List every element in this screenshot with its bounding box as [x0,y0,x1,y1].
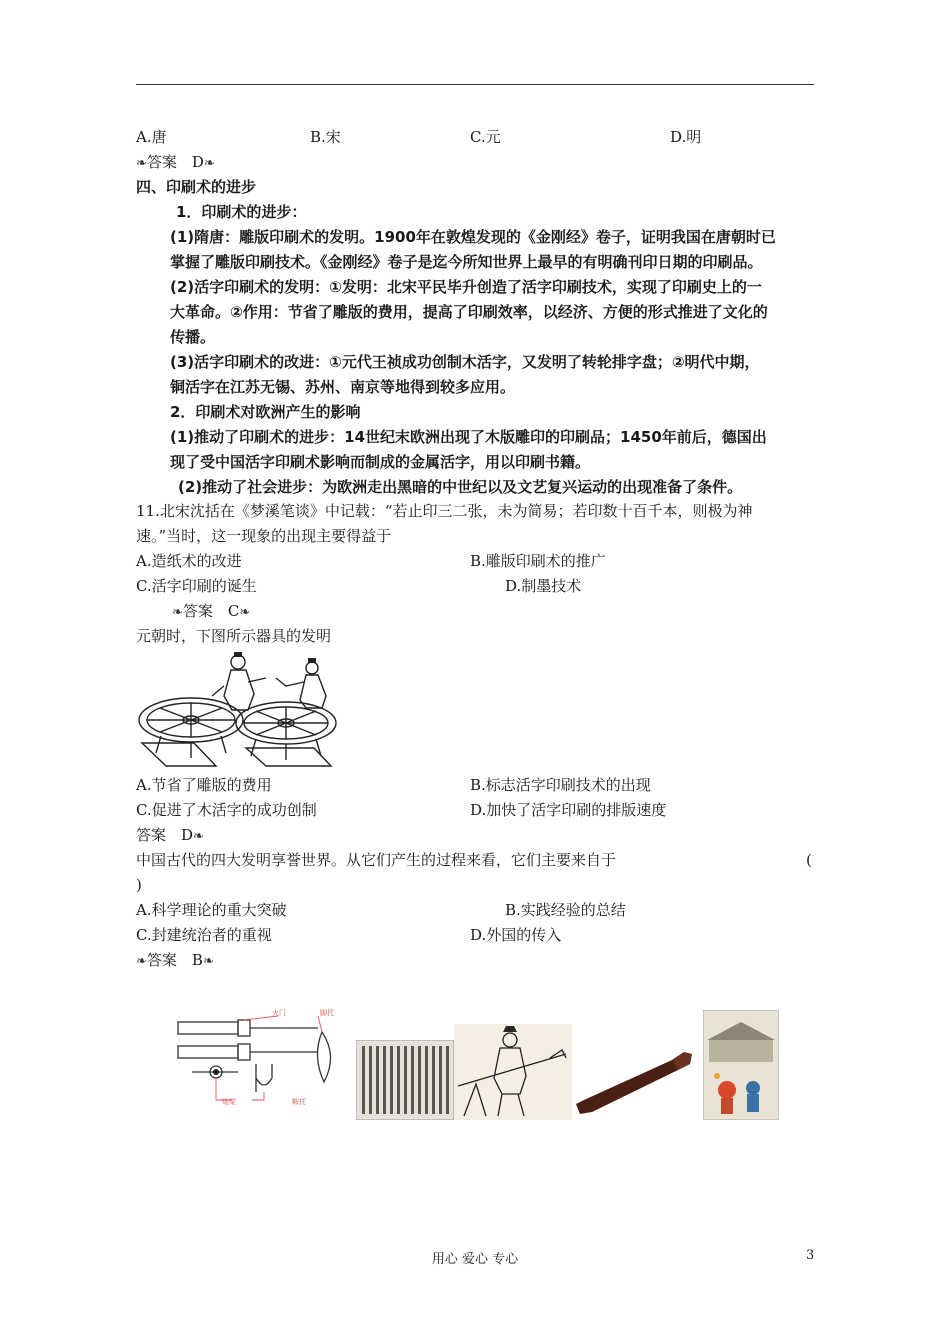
q13-option-a: A.科学理论的重大突破 [136,901,287,919]
diagram-label-fire-gate: 火门 [272,1009,286,1017]
q12-answer-text: 答案 D [136,826,194,844]
q10-option-c: C.元 [470,128,501,146]
fireworks-painting-image [703,1010,779,1120]
paragraph-line: 传播。 [170,328,216,346]
paragraph-line: 铜活字在江苏无锡、苏州、南京等地得到较多应用。 [170,378,516,396]
paragraph-line: 掌握了雕版印刷技术。《金刚经》卷子是迄今所知世界上最早的有明确刊印日期的印刷品。 [170,253,763,271]
diagram-label-support: 鞍托 [292,1098,306,1106]
q10-answer-text: 答案 D [146,153,204,171]
q10-answer [136,152,215,174]
paragraph-line: 大革命。②作用：节省了雕版的费用，提高了印刷效率，以经济、方便的形式推进了文化的 [170,303,768,321]
paragraph-line: (2)活字印刷术的发明：①发明：北宋平民毕升创造了活字印刷技术，实现了印刷史上的一 [170,278,762,296]
q11-option-d: D.制墨技术 [505,577,582,595]
ornament-icon: ❧ [239,605,251,620]
q11-answer [172,601,250,623]
q12-option-d: D.加快了活字印刷的排版速度 [470,801,667,819]
q13-stem: 中国古代的四大发明享誉世界。从它们产生的过程来看，它们主要来自于 [136,851,617,869]
ornament-icon: ❧ [202,954,214,969]
q11-stem: 11.北宋沈括在《梦溪笔谈》中记载：“若止印三二张，未为简易；若印数十百千本，则极为神 [136,502,753,520]
rotary-type-table-illustration [136,648,342,768]
paragraph-line: (2)推动了社会进步：为欧洲走出黑暗的中世纪以及文艺复兴运动的出现准备了条件。 [178,478,743,496]
page-footer: 用心 爱心 专心 [431,1252,519,1267]
ornament-icon: ❧ [136,156,147,171]
ornament-icon: ❧ [136,954,147,969]
ornament-icon: ❧ [193,829,204,844]
q13-option-c: C.封建统治者的重视 [136,926,272,944]
diagram-label-neck: 脚托 [320,1009,334,1017]
header-rule [136,84,814,85]
q12-option-b: B.标志活字印刷技术的出现 [470,776,651,794]
q11-option-a: A.造纸术的改进 [136,552,242,570]
q12-option-a: A.节省了雕版的费用 [136,776,272,794]
paragraph-line: 现了受中国活字印刷术影响而制成的金属活字，用以印刷书籍。 [170,453,591,471]
q13-option-b: B.实践经验的总结 [505,901,626,919]
q11-option-b: B.雕版印刷术的推广 [470,552,606,570]
q13-option-d: D.外国的传入 [470,926,562,944]
paragraph-line: (3)活字印刷术的改进：①元代王祯成功创制木活字，又发明了转轮排字盘；②明代中期， [170,353,760,371]
q10-option-d: D.明 [670,128,702,146]
subsection-title: 1．印刷术的进步： [176,203,307,221]
ornament-icon: ❧ [203,156,215,171]
paragraph-line: (1)隋唐：雕版印刷术的发明。1900年在敦煌发现的《金刚经》卷子，证明我国在唐朝时已 [170,228,776,246]
printed-text-image [356,1040,454,1120]
q13-answer-text: 答案 B [146,951,203,969]
diagram-label-stand: 炮架 [222,1098,236,1106]
section-title: 四、印刷术的进步 [136,178,257,196]
cannon-diagram [172,1006,352,1110]
hand-cannon-image [572,1030,702,1120]
q10-option-a: A.唐 [136,128,167,146]
ornament-icon: ❧ [172,605,183,620]
page-number: 3 [806,1248,815,1263]
q11-answer-text: 答案 C [182,602,240,620]
q12-option-c: C.促进了木活字的成功创制 [136,801,317,819]
q11-option-c: C.活字印刷的诞生 [136,577,257,595]
q11-stem: 速。”当时，这一现象的出现主要得益于 [136,527,392,545]
paragraph-line: (1)推动了印刷术的进步：14世纪末欧洲出现了木版雕印的印刷品；1450年前后，德国出 [170,428,767,446]
warrior-fire-lance-image [454,1024,572,1120]
q13-answer [136,950,214,972]
q13-paren-open: ( [806,851,812,869]
q12-stem: 元朝时，下图所示器具的发明 [136,627,332,645]
q10-option-b: B.宋 [310,128,341,146]
subsection-title: 2．印刷术对欧洲产生的影响 [170,403,361,421]
q12-answer [136,825,204,847]
q13-paren-close: ) [136,876,142,894]
